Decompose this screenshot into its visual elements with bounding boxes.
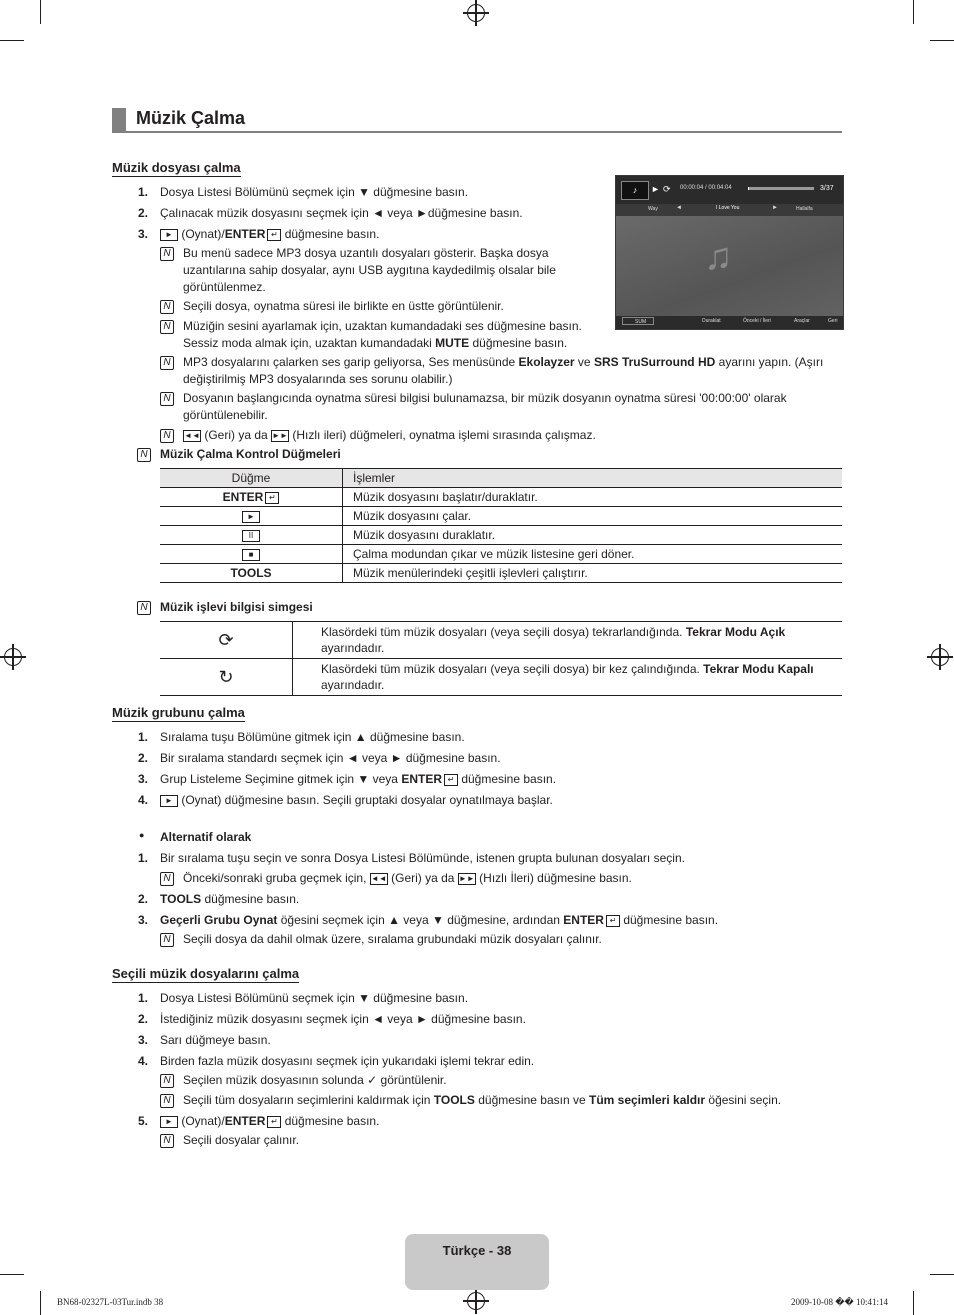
note-text: Seçili dosya, oynatma süresi ile birlikte en üstte görüntülenir. xyxy=(183,299,504,313)
step-text: ► (Oynat) düğmesine basın. Seçili gruptaki dosyalar oynatılmaya başlar. xyxy=(160,793,553,807)
current-track: I Love You xyxy=(716,205,740,211)
section-heading-play-music: Müzik dosyası çalma xyxy=(112,160,241,175)
checkmark-icon: ✓ xyxy=(367,1073,378,1087)
table-row xyxy=(160,488,842,507)
note-text: Seçili dosya da dahil olmak üzere, sıralama grubundaki müzik dosyaları çalınır. xyxy=(183,932,602,946)
step-number: 2. xyxy=(138,751,149,765)
back-hint: Geri xyxy=(828,318,838,324)
note-icon xyxy=(160,933,174,947)
step-text: Çalınacak müzik dosyasını seçmek için ◄ veya ►düğmesine basın. xyxy=(160,206,523,220)
info-icon-table xyxy=(160,621,842,696)
button-cell xyxy=(160,545,343,564)
crop-mark xyxy=(930,40,954,41)
title-rule xyxy=(112,131,842,133)
music-icon: ♪ xyxy=(621,181,649,200)
step-text: Bir sıralama tuşu seçin ve sonra Dosya Listesi Bölümünde, istenen grupta bulunan dosyaları seçin. xyxy=(160,851,685,865)
table-row xyxy=(160,545,842,564)
enter-icon: ↵ xyxy=(606,915,620,927)
crop-mark xyxy=(913,0,914,24)
step-text: Bir sıralama standardı seçmek için ◄ veya ► düğmesine basın. xyxy=(160,751,501,765)
step-number: 1. xyxy=(138,730,149,744)
action-cell: Müzik dosyasını çalar. xyxy=(343,507,843,526)
alternative-heading: Alternatif olarak xyxy=(160,830,252,844)
page-number: Türkçe - 38 xyxy=(442,1243,512,1258)
note-text: Seçilen müzik dosyasının solunda ✓ görüntülenir. xyxy=(183,1073,447,1087)
controls-table xyxy=(160,468,842,583)
tools-hint: Araçlar xyxy=(794,318,810,324)
table-row xyxy=(160,659,842,696)
table-row xyxy=(160,507,842,526)
step-text: Geçerli Grubu Oynat öğesini seçmek için ▲ veya ▼ düğmesine, ardından ENTER ↵ düğmesine basın. xyxy=(160,913,719,927)
table-row xyxy=(160,526,842,545)
button-cell xyxy=(160,507,343,526)
enter-icon: ↵ xyxy=(265,492,279,504)
fast-forward-button-icon: ►► xyxy=(272,430,288,440)
note-icon xyxy=(160,1074,174,1088)
note-icon xyxy=(160,300,174,314)
step-text: Birden fazla müzik dosyasını seçmek için yukarıdaki işlemi tekrar edin. xyxy=(160,1054,535,1068)
step-number: 2. xyxy=(138,1012,149,1026)
enter-icon: ↵ xyxy=(267,229,281,241)
play-button-icon: ► xyxy=(160,795,178,807)
note-icon xyxy=(160,1094,174,1108)
note-icon xyxy=(160,320,174,334)
note-text: Sessiz moda almak için, uzaktan kumandadaki MUTE düğmesine basın. xyxy=(183,336,568,350)
note-icon xyxy=(160,1134,174,1148)
action-cell: Müzik dosyasını duraklatır. xyxy=(343,526,843,545)
play-button-icon: ► xyxy=(242,511,260,523)
repeat-off-icon: ↻ xyxy=(160,659,293,696)
step-text: Sarı düğmeye basın. xyxy=(160,1033,271,1047)
next-track: Hallalfa xyxy=(796,206,813,212)
step-number: 4. xyxy=(138,793,149,807)
note-text: Seçili tüm dosyaların seçimlerini kaldırmak için TOOLS düğmesine basın ve Tüm seçimleri kaldır öğesini seçin. xyxy=(183,1093,782,1107)
fast-forward-button-icon: ►► xyxy=(458,873,475,883)
repeat-on-icon: ⟳ xyxy=(160,622,293,659)
play-status-icon: ► xyxy=(651,184,660,194)
table-row xyxy=(160,622,842,659)
step-number: 3. xyxy=(138,913,149,927)
step-text: Grup Listeleme Seçimine gitmek için ▼ veya ENTER ↵ düğmesine basın. xyxy=(160,772,557,786)
step-number: 2. xyxy=(138,206,149,220)
pause-button-icon: II xyxy=(242,530,260,542)
enter-icon: ↵ xyxy=(267,1116,281,1128)
action-cell: Müzik menülerindeki çeşitli işlevleri çalıştırır. xyxy=(343,564,843,583)
page-title: Müzik Çalma xyxy=(136,108,246,128)
crop-mark xyxy=(40,0,41,24)
step-number: 5. xyxy=(138,1114,149,1128)
enter-icon: ↵ xyxy=(444,774,458,786)
section-heading-play-group: Müzik grubunu çalma xyxy=(112,705,245,720)
step-number: 4. xyxy=(138,1054,149,1068)
step-number: 3. xyxy=(138,227,149,241)
next-arrow-icon: ► xyxy=(772,205,778,211)
step-number: 2. xyxy=(138,892,149,906)
note-text: uzantılarına sahip dosyalar, aynı USB aygıtına kaydedilmiş olsalar bile xyxy=(183,263,556,277)
note-icon xyxy=(160,392,174,406)
note-text: ◄◄ (Geri) ya da ►► (Hızlı ileri) düğmeleri, oynatma işlemi sırasında çalışmaz. xyxy=(184,428,596,442)
step-text: İstediğiniz müzik dosyasını seçmek için ◄ veya ► düğmesine basın. xyxy=(160,1012,526,1026)
info-text: Klasördeki tüm müzik dosyaları (veya seçili dosya) bir kez çalındığında. Tekrar Modu Kapalı ayarındadır. xyxy=(293,659,843,696)
step-text: Dosya Listesi Bölümünü seçmek için ▼ düğmesine basın. xyxy=(160,991,469,1005)
title-bar xyxy=(112,108,126,131)
button-cell xyxy=(160,526,343,545)
play-button-icon: ► xyxy=(160,229,178,241)
note-icon xyxy=(160,429,174,443)
controls-heading: Müzik Çalma Kontrol Düğmeleri xyxy=(160,447,341,461)
note-text: Seçili dosyalar çalınır. xyxy=(183,1133,300,1147)
step-number: 1. xyxy=(138,185,149,199)
table-header: Düğme xyxy=(160,469,343,488)
note-text: görüntülenebilir. xyxy=(183,408,268,422)
note-text: Dosyanın başlangıcında oynatma süresi bilgisi bulunamazsa, bir müzik dosyanın oynatma süresi '00:00:00' olarak xyxy=(183,391,787,405)
crop-mark xyxy=(913,1291,914,1315)
action-cell: Çalma modundan çıkar ve müzik listesine geri döner. xyxy=(343,545,843,564)
registration-mark-icon xyxy=(467,1292,485,1310)
prevnext-hint: Önceki / İleri xyxy=(743,318,771,324)
print-slug-left: BN68-02327L-03Tur.indb 38 xyxy=(57,1297,164,1307)
note-icon xyxy=(160,247,174,261)
crop-mark xyxy=(930,1274,954,1275)
progress-bar xyxy=(748,187,814,190)
step-number: 1. xyxy=(138,851,149,865)
step-text: TOOLS düğmesine basın. xyxy=(160,892,300,906)
table-row xyxy=(160,564,842,583)
step-number: 3. xyxy=(138,772,149,786)
crop-mark xyxy=(40,1291,41,1315)
table-header-row xyxy=(160,469,842,488)
registration-mark-icon xyxy=(4,648,22,666)
sum-label: SUM xyxy=(622,317,654,325)
music-player-screenshot xyxy=(615,175,844,330)
prev-arrow-icon: ◄ xyxy=(676,205,682,211)
play-time: 00:00:04 / 00:04:04 xyxy=(680,185,732,191)
note-text: Önceki/sonraki gruba geçmek için, ◄◄ (Geri) ya da ►► (Hızlı İleri) düğmesine basın. xyxy=(183,871,632,885)
stop-button-icon: ■ xyxy=(242,549,260,561)
rewind-button-icon: ◄◄ xyxy=(370,873,387,883)
step-number: 3. xyxy=(138,1033,149,1047)
step-text: ► (Oynat)/ENTER ↵ düğmesine basın. xyxy=(160,1114,379,1128)
note-text: Bu menü sadece MP3 dosya uzantılı dosyaları gösterir. Başka dosya xyxy=(183,246,549,260)
music-note-icon: ♫ xyxy=(704,236,733,278)
rewind-button-icon: ◄◄ xyxy=(184,430,200,440)
button-cell: ENTER ↵ xyxy=(160,488,343,507)
repeat-icon: ⟳ xyxy=(663,184,671,194)
table-header: İşlemler xyxy=(343,469,843,488)
note-text: Müziğin sesini ayarlamak için, uzaktan kumandadaki ses düğmesine basın. xyxy=(183,319,582,333)
section-heading-play-selected: Seçili müzik dosyalarını çalma xyxy=(112,966,300,981)
action-cell: Müzik dosyasını başlatır/duraklatır. xyxy=(343,488,843,507)
bullet-icon: ● xyxy=(139,830,145,840)
crop-mark xyxy=(0,40,24,41)
step-number: 1. xyxy=(138,991,149,1005)
note-text: MP3 dosyalarını çalarken ses garip geliyorsa, Ses menüsünde Ekolayzer ve SRS TruSurround HD ayarını yapın. (Aşırı xyxy=(183,355,824,369)
crop-mark xyxy=(0,1274,24,1275)
note-text: değiştirilmiş MP3 dosyalarında ses sorunu olabilir.) xyxy=(183,372,453,386)
step-text: Dosya Listesi Bölümünü seçmek için ▼ düğmesine basın. xyxy=(160,185,469,199)
note-text: görüntülenmez. xyxy=(183,280,266,294)
note-icon xyxy=(137,601,151,615)
info-text: Klasördeki tüm müzik dosyaları (veya seçili dosya) tekrarlandığında. Tekrar Modu Açık ayarındadır. xyxy=(293,622,843,659)
print-slug-right: 2009-10-08 �� 10:41:14 xyxy=(791,1297,888,1307)
pause-hint: Duraklat xyxy=(702,318,721,324)
registration-mark-icon xyxy=(931,648,949,666)
registration-mark-icon xyxy=(467,4,485,22)
info-heading: Müzik işlevi bilgisi simgesi xyxy=(160,600,313,614)
step-text: Sıralama tuşu Bölümüne gitmek için ▲ düğmesine basın. xyxy=(160,730,465,744)
button-cell: TOOLS xyxy=(160,564,343,583)
prev-track: Way xyxy=(648,206,658,212)
track-count: 3/37 xyxy=(820,185,834,192)
note-icon xyxy=(160,356,174,370)
play-button-icon: ► xyxy=(160,1116,178,1128)
page-number-tab xyxy=(405,1234,549,1290)
note-icon xyxy=(137,448,151,462)
note-icon xyxy=(160,872,174,886)
step-text: ► (Oynat)/ENTER ↵ düğmesine basın. xyxy=(160,227,379,241)
